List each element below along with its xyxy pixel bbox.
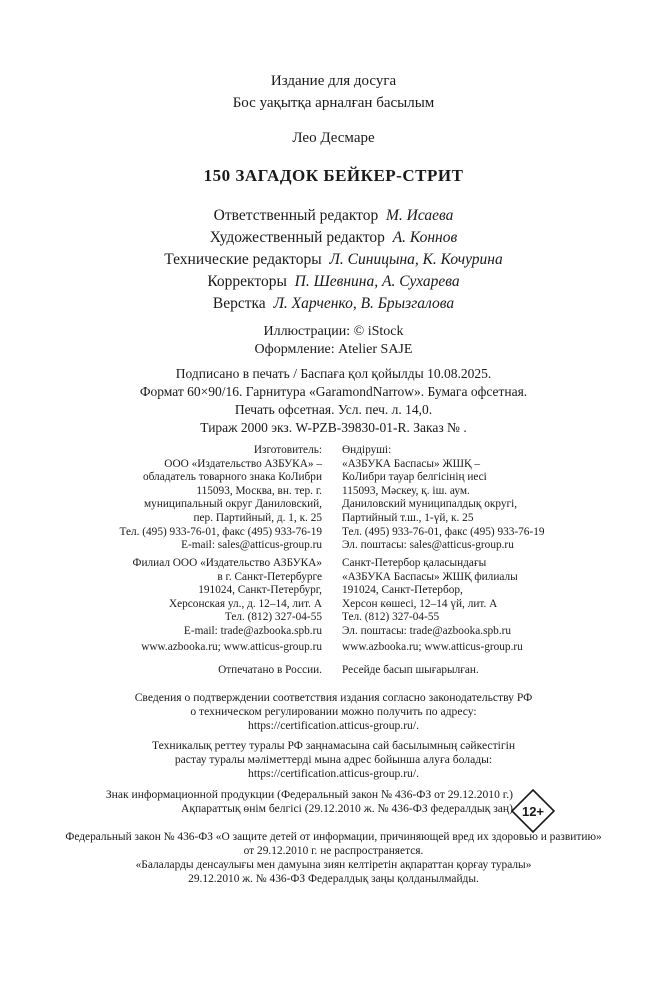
- print-type: Печать офсетная. Усл. печ. л. 14,0.: [234, 402, 433, 417]
- text-line: КоЛибри тауар белгісінің иесі: [342, 471, 487, 484]
- text-line: «АЗБУКА Баспасы» ЖШҚ –: [342, 457, 480, 470]
- illustrations-credit: Иллюстрации: © iStock: [263, 324, 404, 339]
- text-line: Херсонская ул., д. 12–14, лит. А: [168, 597, 322, 610]
- law-ru-line: от 29.12.2010 г. не распространяется.: [243, 845, 424, 857]
- text-line: E-mail: sales@atticus-group.ru: [181, 539, 322, 552]
- text-line: Партийный т.ш., 1-үй, к. 25: [342, 511, 474, 524]
- law-kk-line: «Балаларды денсаулығы мен дамуына зиян келтіретін ақпараттан қорғау туралы»: [135, 859, 532, 871]
- text-line: Тел. (495) 933-76-01, факс (495) 933-76-19: [342, 525, 545, 538]
- text-line: E-mail: trade@azbooka.spb.ru: [183, 624, 322, 637]
- printed-in-ru: Отпечатано в России.: [218, 664, 322, 676]
- law-ru-line: Федеральный закон № 436-ФЗ «О защите детей от информации, причиняющей вред их здоровью и развитию»: [65, 831, 602, 843]
- print-signed: Подписано в печать / Баспаға қол қойылды 10.08.2025.: [175, 366, 492, 381]
- manufacturer-ru: [119, 444, 322, 553]
- text-line: пер. Партийный, д. 1, к. 25: [193, 511, 322, 524]
- text-line: Өндіруші:: [342, 444, 392, 456]
- text-line: ООО «Издательство АЗБУКА» –: [164, 457, 322, 470]
- author-name: Лео Десмаре: [292, 130, 375, 146]
- credit-technical-editors: Технические редакторы Л. Синицына, К. Кочурина: [164, 251, 503, 268]
- text-line: 191024, Санкт-Петербург,: [198, 584, 322, 597]
- age-rating-badge: [511, 789, 555, 833]
- certification-kk-line: растау туралы мәліметтерді мына адрес бойынша алуға болады:: [174, 753, 493, 766]
- credit-proofreaders: Корректоры П. Шевнина, А. Сухарева: [207, 273, 460, 290]
- manufacturer-kk: [342, 444, 545, 553]
- edition-type-ru: Издание для досуга: [270, 73, 397, 89]
- text-line: Даниловский муниципалдық округі,: [342, 498, 518, 511]
- print-format: Формат 60×90/16. Гарнитура «GaramondNarrow». Бумага офсетная.: [139, 384, 528, 399]
- websites-kk[interactable]: www.azbooka.ru; www.atticus-group.ru: [342, 641, 523, 653]
- text-line: 115093, Мәскеу, қ. іш. аум.: [342, 484, 470, 497]
- text-line: 191024, Санкт-Петербор,: [342, 584, 463, 597]
- text-line: 115093, Москва, вн. тер. г.: [196, 484, 322, 497]
- text-line: Изготовитель:: [253, 444, 322, 456]
- text-line: в г. Санкт-Петербурге: [217, 570, 322, 583]
- branch-ru: [133, 557, 322, 639]
- text-line: Эл. поштасы: sales@atticus-group.ru: [342, 539, 514, 552]
- design-credit: Оформление: Atelier SAJE: [254, 342, 413, 357]
- text-line: Херсон көшесі, 12–14 үй, лит. А: [342, 597, 498, 610]
- info-sign-ru: Знак информационной продукции (Федеральный закон № 436-ФЗ от 29.12.2010 г.): [105, 788, 513, 801]
- age-rating-label: 12+: [521, 804, 545, 819]
- print-run: Тираж 2000 экз. W-PZB-39830-01-R. Заказ № .: [200, 420, 467, 435]
- text-line: Эл. поштасы: trade@azbooka.spb.ru: [342, 624, 512, 637]
- edition-type-kk: Бос уақытқа арналған басылым: [232, 95, 435, 111]
- credit-art-editor: Художественный редактор А. Коннов: [209, 229, 458, 246]
- certification-kk-line: Техникалық реттеу туралы РФ заңнамасына сай басылымның сәйкестігін: [151, 739, 516, 752]
- credit-layout: Верстка Л. Харченко, В. Брызгалова: [212, 295, 455, 312]
- text-line: Тел. (812) 327-04-55: [224, 611, 322, 624]
- text-line: Санкт-Петербор қаласындағы: [342, 557, 487, 569]
- certification-ru-line: Сведения о подтверждении соответствия издания согласно законодательству РФ: [134, 691, 533, 704]
- book-title: 150 ЗАГАДОК БЕЙКЕР-СТРИТ: [203, 166, 464, 185]
- text-line: Тел. (495) 933-76-01, факс (495) 933-76-19: [119, 525, 322, 538]
- text-line: Филиал ООО «Издательство АЗБУКА»: [132, 557, 322, 569]
- branch-kk: [342, 557, 518, 639]
- text-line: муниципальный округ Даниловский,: [144, 498, 322, 511]
- certification-ru-url[interactable]: https://certification.atticus-group.ru/.: [248, 719, 419, 732]
- credit-executive-editor: Ответственный редактор М. Исаева: [213, 207, 454, 224]
- certification-kk-url[interactable]: https://certification.atticus-group.ru/.: [248, 767, 419, 780]
- text-line: Тел. (812) 327-04-55: [342, 611, 440, 624]
- websites-ru[interactable]: www.azbooka.ru; www.atticus-group.ru: [141, 641, 322, 653]
- info-sign-kk: Ақпараттық өнім белгісі (29.12.2010 ж. № 436-ФЗ федералдық заң): [180, 802, 513, 815]
- printed-in-kk: Ресейде басып шығарылған.: [342, 664, 479, 676]
- law-kk-line: 29.12.2010 ж. № 436-ФЗ Федералдық заңы қолданылмайды.: [188, 873, 479, 885]
- text-line: обладатель товарного знака КоЛибри: [142, 471, 322, 484]
- text-line: «АЗБУКА Баспасы» ЖШҚ филиалы: [342, 570, 518, 583]
- certification-ru-line: о техническом регулировании можно получить по адресу:: [190, 705, 477, 718]
